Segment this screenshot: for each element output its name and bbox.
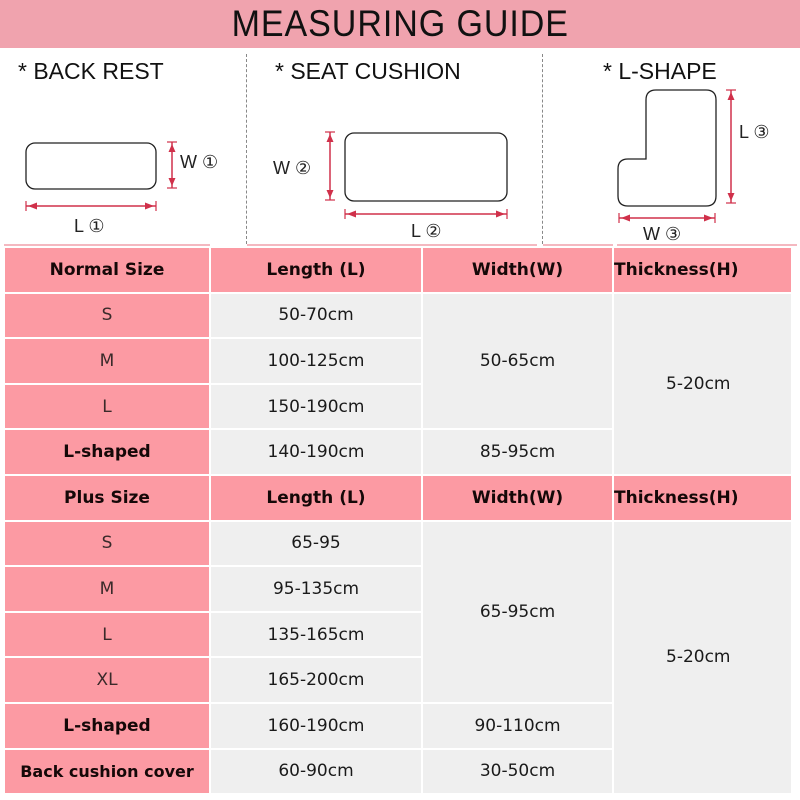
diagram-l-shape [543, 48, 800, 246]
length-cell: 60-90cm [211, 750, 423, 796]
length-cell: 165-200cm [211, 658, 423, 704]
divider-line [4, 244, 210, 246]
diagram-seat-cushion [247, 48, 542, 246]
header-normal-size: Normal Size [5, 248, 211, 294]
back-rest-shape-icon [0, 48, 246, 246]
header-length: Length (L) [211, 248, 423, 294]
length-cell: 150-190cm [211, 385, 423, 431]
size-cell: M [5, 567, 211, 613]
size-cell: L-shaped [5, 430, 211, 476]
size-cell: XL [5, 658, 211, 704]
header-width: Width(W) [423, 476, 614, 522]
diagram-back-rest [0, 48, 246, 246]
size-table [5, 248, 793, 795]
width-cell: 85-95cm [423, 430, 614, 476]
size-cell: L-shaped [5, 704, 211, 750]
divider-line [617, 244, 797, 246]
size-cell: L [5, 613, 211, 659]
header-banner [0, 0, 800, 48]
divider-line [247, 244, 537, 246]
length-cell: 135-165cm [211, 613, 423, 659]
diagram-title: * SEAT CUSHION [275, 58, 461, 84]
length-cell: 140-190cm [211, 430, 423, 476]
seat-cushion-shape-icon [247, 48, 542, 246]
l-shape-shape-icon [543, 48, 800, 246]
table-header-row [5, 248, 793, 294]
size-cell: S [5, 522, 211, 568]
length-label: L ③ [739, 122, 770, 142]
thickness-cell: 5-20cm [614, 294, 793, 476]
size-cell: M [5, 339, 211, 385]
header-length: Length (L) [211, 476, 423, 522]
table-header-row [5, 476, 793, 522]
length-cell: 160-190cm [211, 704, 423, 750]
page-title: MEASURING GUIDE [231, 3, 569, 44]
length-cell: 65-95 [211, 522, 423, 568]
width-cell: 50-65cm [423, 294, 614, 431]
header-thickness: Thickness(H) [614, 476, 793, 522]
diagram-title: * BACK REST [18, 58, 164, 84]
width-cell: 65-95cm [423, 522, 614, 704]
size-cell: L [5, 385, 211, 431]
table-row [5, 522, 793, 568]
header-thickness: Thickness(H) [614, 248, 793, 294]
table-row [5, 294, 793, 340]
diagram-title: * L-SHAPE [603, 58, 717, 84]
diagram-section [0, 48, 800, 246]
width-label: W ① [180, 152, 219, 172]
width-label: W ② [273, 158, 312, 178]
header-width: Width(W) [423, 248, 614, 294]
width-label: W ③ [643, 224, 682, 244]
width-cell: 90-110cm [423, 704, 614, 750]
length-label: L ② [411, 221, 442, 241]
length-cell: 95-135cm [211, 567, 423, 613]
thickness-cell: 5-20cm [614, 522, 793, 796]
header-plus-size: Plus Size [5, 476, 211, 522]
divider-line [543, 244, 613, 246]
length-cell: 100-125cm [211, 339, 423, 385]
size-cell: Back cushion cover [5, 750, 211, 796]
length-label: L ① [74, 216, 105, 236]
width-cell: 30-50cm [423, 750, 614, 796]
size-cell: S [5, 294, 211, 340]
length-cell: 50-70cm [211, 294, 423, 340]
